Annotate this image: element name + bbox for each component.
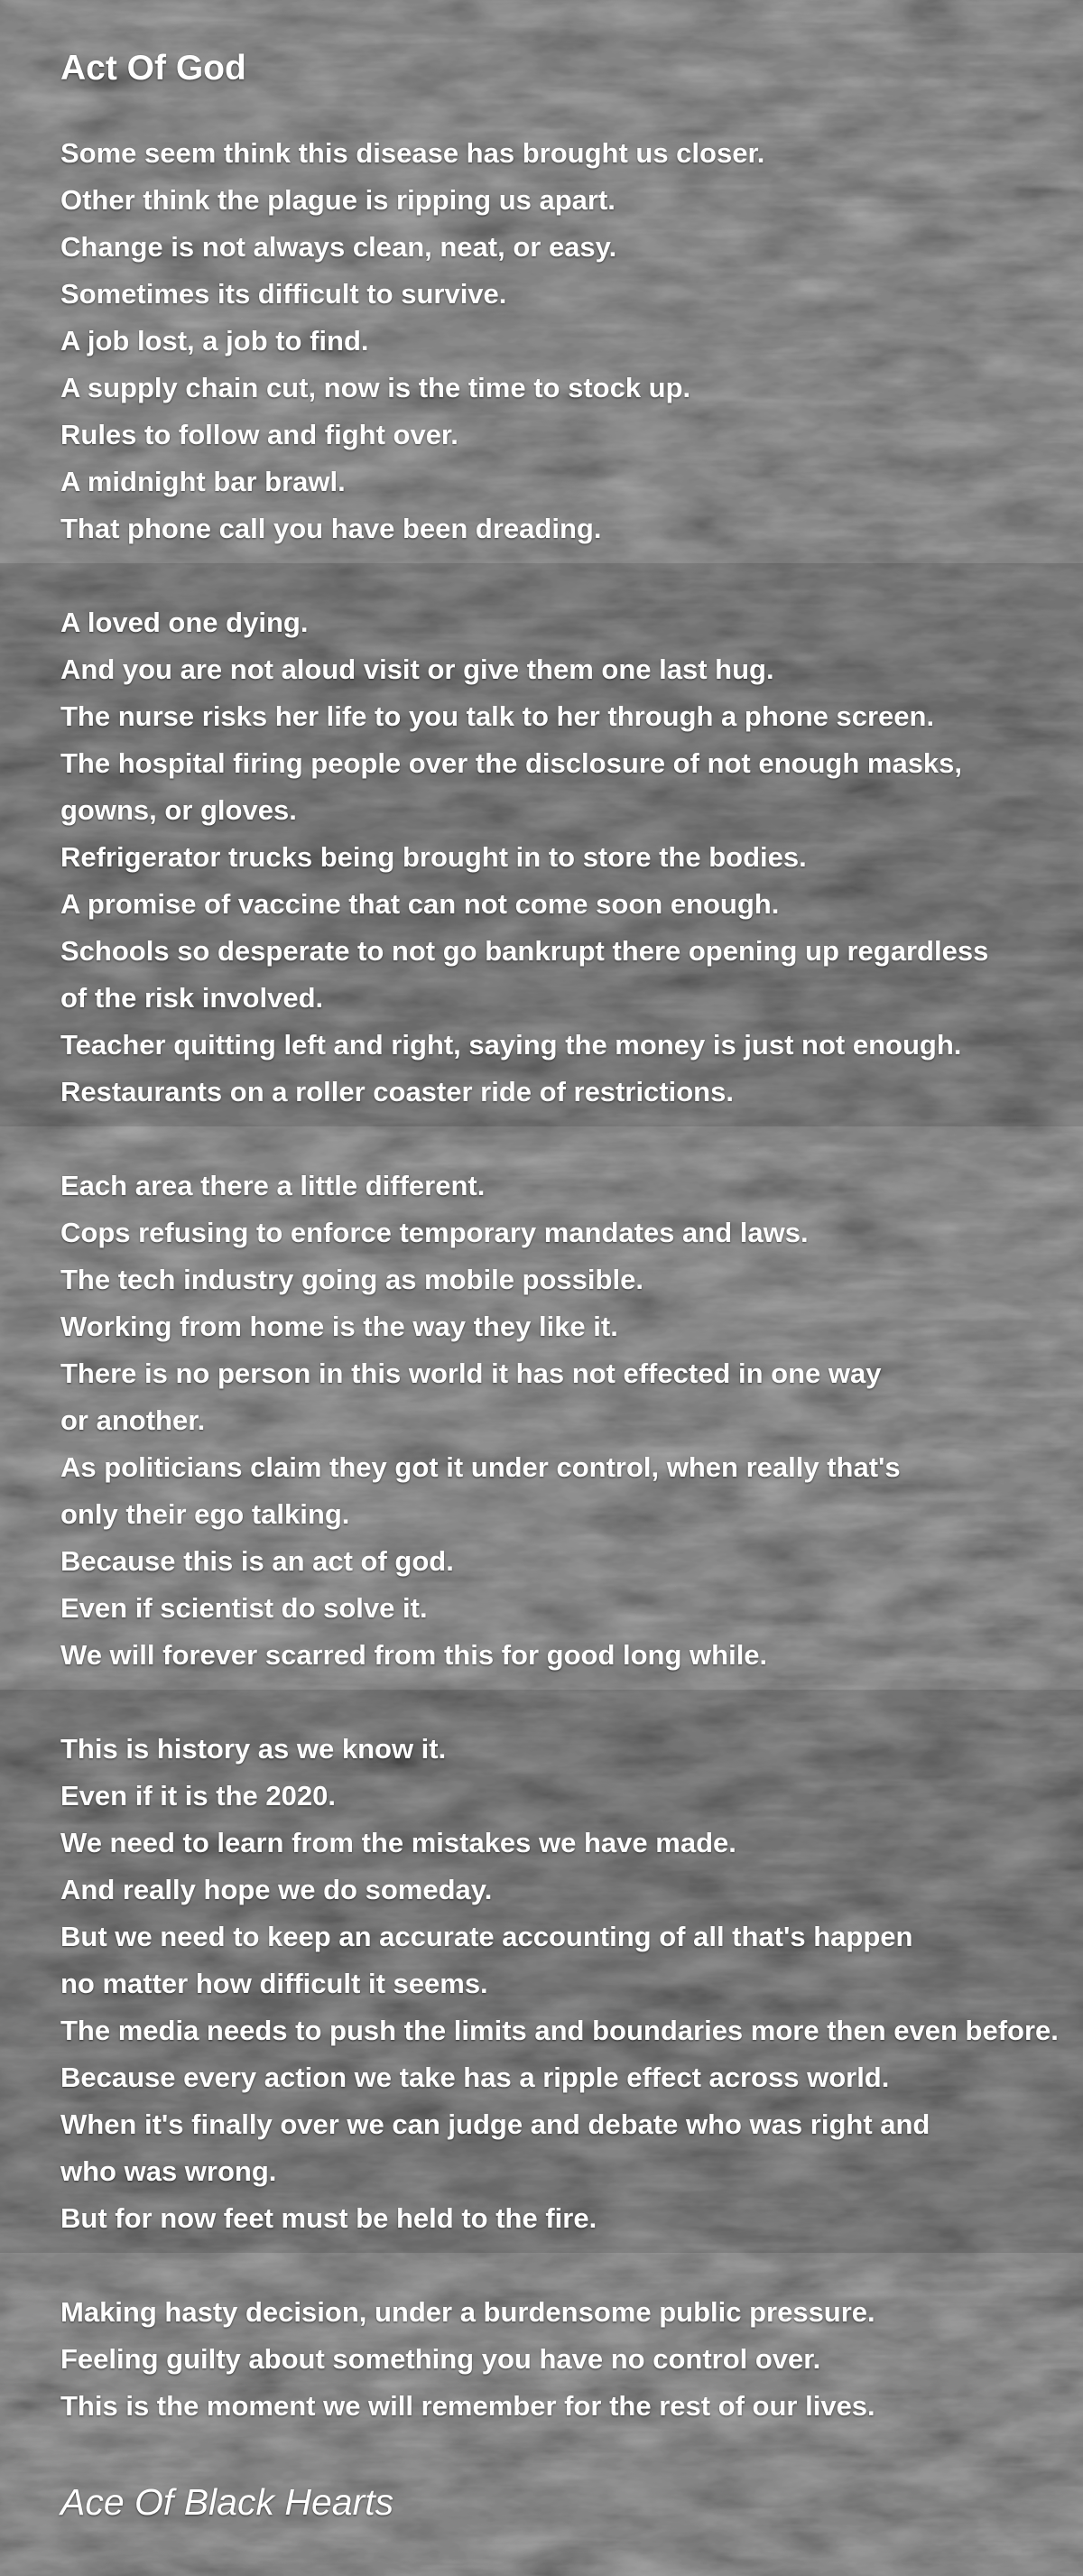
poem-line: Because this is an act of god. [60, 1545, 454, 1577]
poem-line: Because every action we take has a ripple effect across world. [60, 2062, 890, 2093]
poem-line: Rules to follow and fight over. [60, 419, 458, 450]
poem-line: Change is not always clean, neat, or easy. [60, 231, 617, 263]
poem-line: only their ego talking. [60, 1498, 350, 1530]
poem-line: Each area there a little different. [60, 1170, 486, 1201]
poem-line: The hospital firing people over the disclosure of not enough masks, [60, 747, 963, 779]
poem-line: Sometimes its difficult to survive. [60, 278, 507, 310]
poem-stanza [60, 2289, 1083, 2430]
poem-line: A midnight bar brawl. [60, 466, 346, 497]
poem-line: Schools so desperate to not go bankrupt there opening up regardless [60, 935, 989, 967]
poem-line: Even if it is the 2020. [60, 1780, 336, 1812]
poem-line: But we need to keep an accurate accounting of all that's happen [60, 1921, 913, 1952]
poem-line: A promise of vaccine that can not come soon enough. [60, 888, 780, 920]
poem-line: no matter how difficult it seems. [60, 1968, 488, 1999]
poem-author: Ace Of Black Hearts [60, 2481, 394, 2523]
poem-stanza [60, 599, 1083, 1116]
poem-line: of the risk involved. [60, 982, 324, 1014]
poem-stanza [60, 130, 1083, 552]
poem-line: This is history as we know it. [60, 1733, 447, 1765]
poem-line: And you are not aloud visit or give them one last hug. [60, 653, 774, 685]
poem-line: There is no person in this world it has not effected in one way [60, 1357, 882, 1389]
poem-line: Even if scientist do solve it. [60, 1592, 428, 1624]
poem-line: who was wrong. [60, 2155, 277, 2187]
poem-body [60, 130, 1083, 2430]
poem-line: Other think the plague is ripping us apart. [60, 184, 616, 216]
poem-line: Teacher quitting left and right, saying the money is just not enough. [60, 1029, 962, 1061]
poem-line: When it's finally over we can judge and debate who was right and [60, 2108, 930, 2140]
poem-line: A supply chain cut, now is the time to stock up. [60, 372, 691, 403]
poem-line: We need to learn from the mistakes we have made. [60, 1827, 736, 1858]
poem-line: A job lost, a job to find. [60, 325, 369, 357]
poem-line: Refrigerator trucks being brought in to store the bodies. [60, 841, 807, 873]
poem-container [60, 43, 1083, 2527]
poem-title: Act Of God [60, 49, 246, 88]
poem-line: As politicians claim they got it under control, when really that's [60, 1451, 901, 1483]
poem-line: This is the moment we will remember for the rest of our lives. [60, 2390, 875, 2422]
poem-line: We will forever scarred from this for good long while. [60, 1639, 768, 1671]
poem-stanza [60, 1726, 1083, 2242]
poem-stanza [60, 1163, 1083, 1679]
poem-line: Feeling guilty about something you have no control over. [60, 2343, 821, 2375]
poem-line: Restaurants on a roller coaster ride of restrictions. [60, 1076, 734, 1107]
poem-line: Some seem think this disease has brought us closer. [60, 137, 765, 169]
poem-line: Cops refusing to enforce temporary mandates and laws. [60, 1217, 809, 1248]
poem-line: The tech industry going as mobile possible. [60, 1264, 643, 1295]
poem-line: But for now feet must be held to the fire. [60, 2202, 597, 2234]
poem-line: That phone call you have been dreading. [60, 513, 602, 544]
poem-line: Making hasty decision, under a burdensome public pressure. [60, 2296, 875, 2328]
poem-line: Working from home is the way they like it. [60, 1311, 618, 1342]
poem-line: A loved one dying. [60, 607, 309, 638]
poem-line: And really hope we do someday. [60, 1874, 493, 1905]
poem-line: or another. [60, 1404, 206, 1436]
poem-line: The media needs to push the limits and boundaries more then even before. [60, 2015, 1059, 2046]
poem-line: The nurse risks her life to you talk to her through a phone screen. [60, 700, 935, 732]
poem-line: gowns, or gloves. [60, 794, 297, 826]
